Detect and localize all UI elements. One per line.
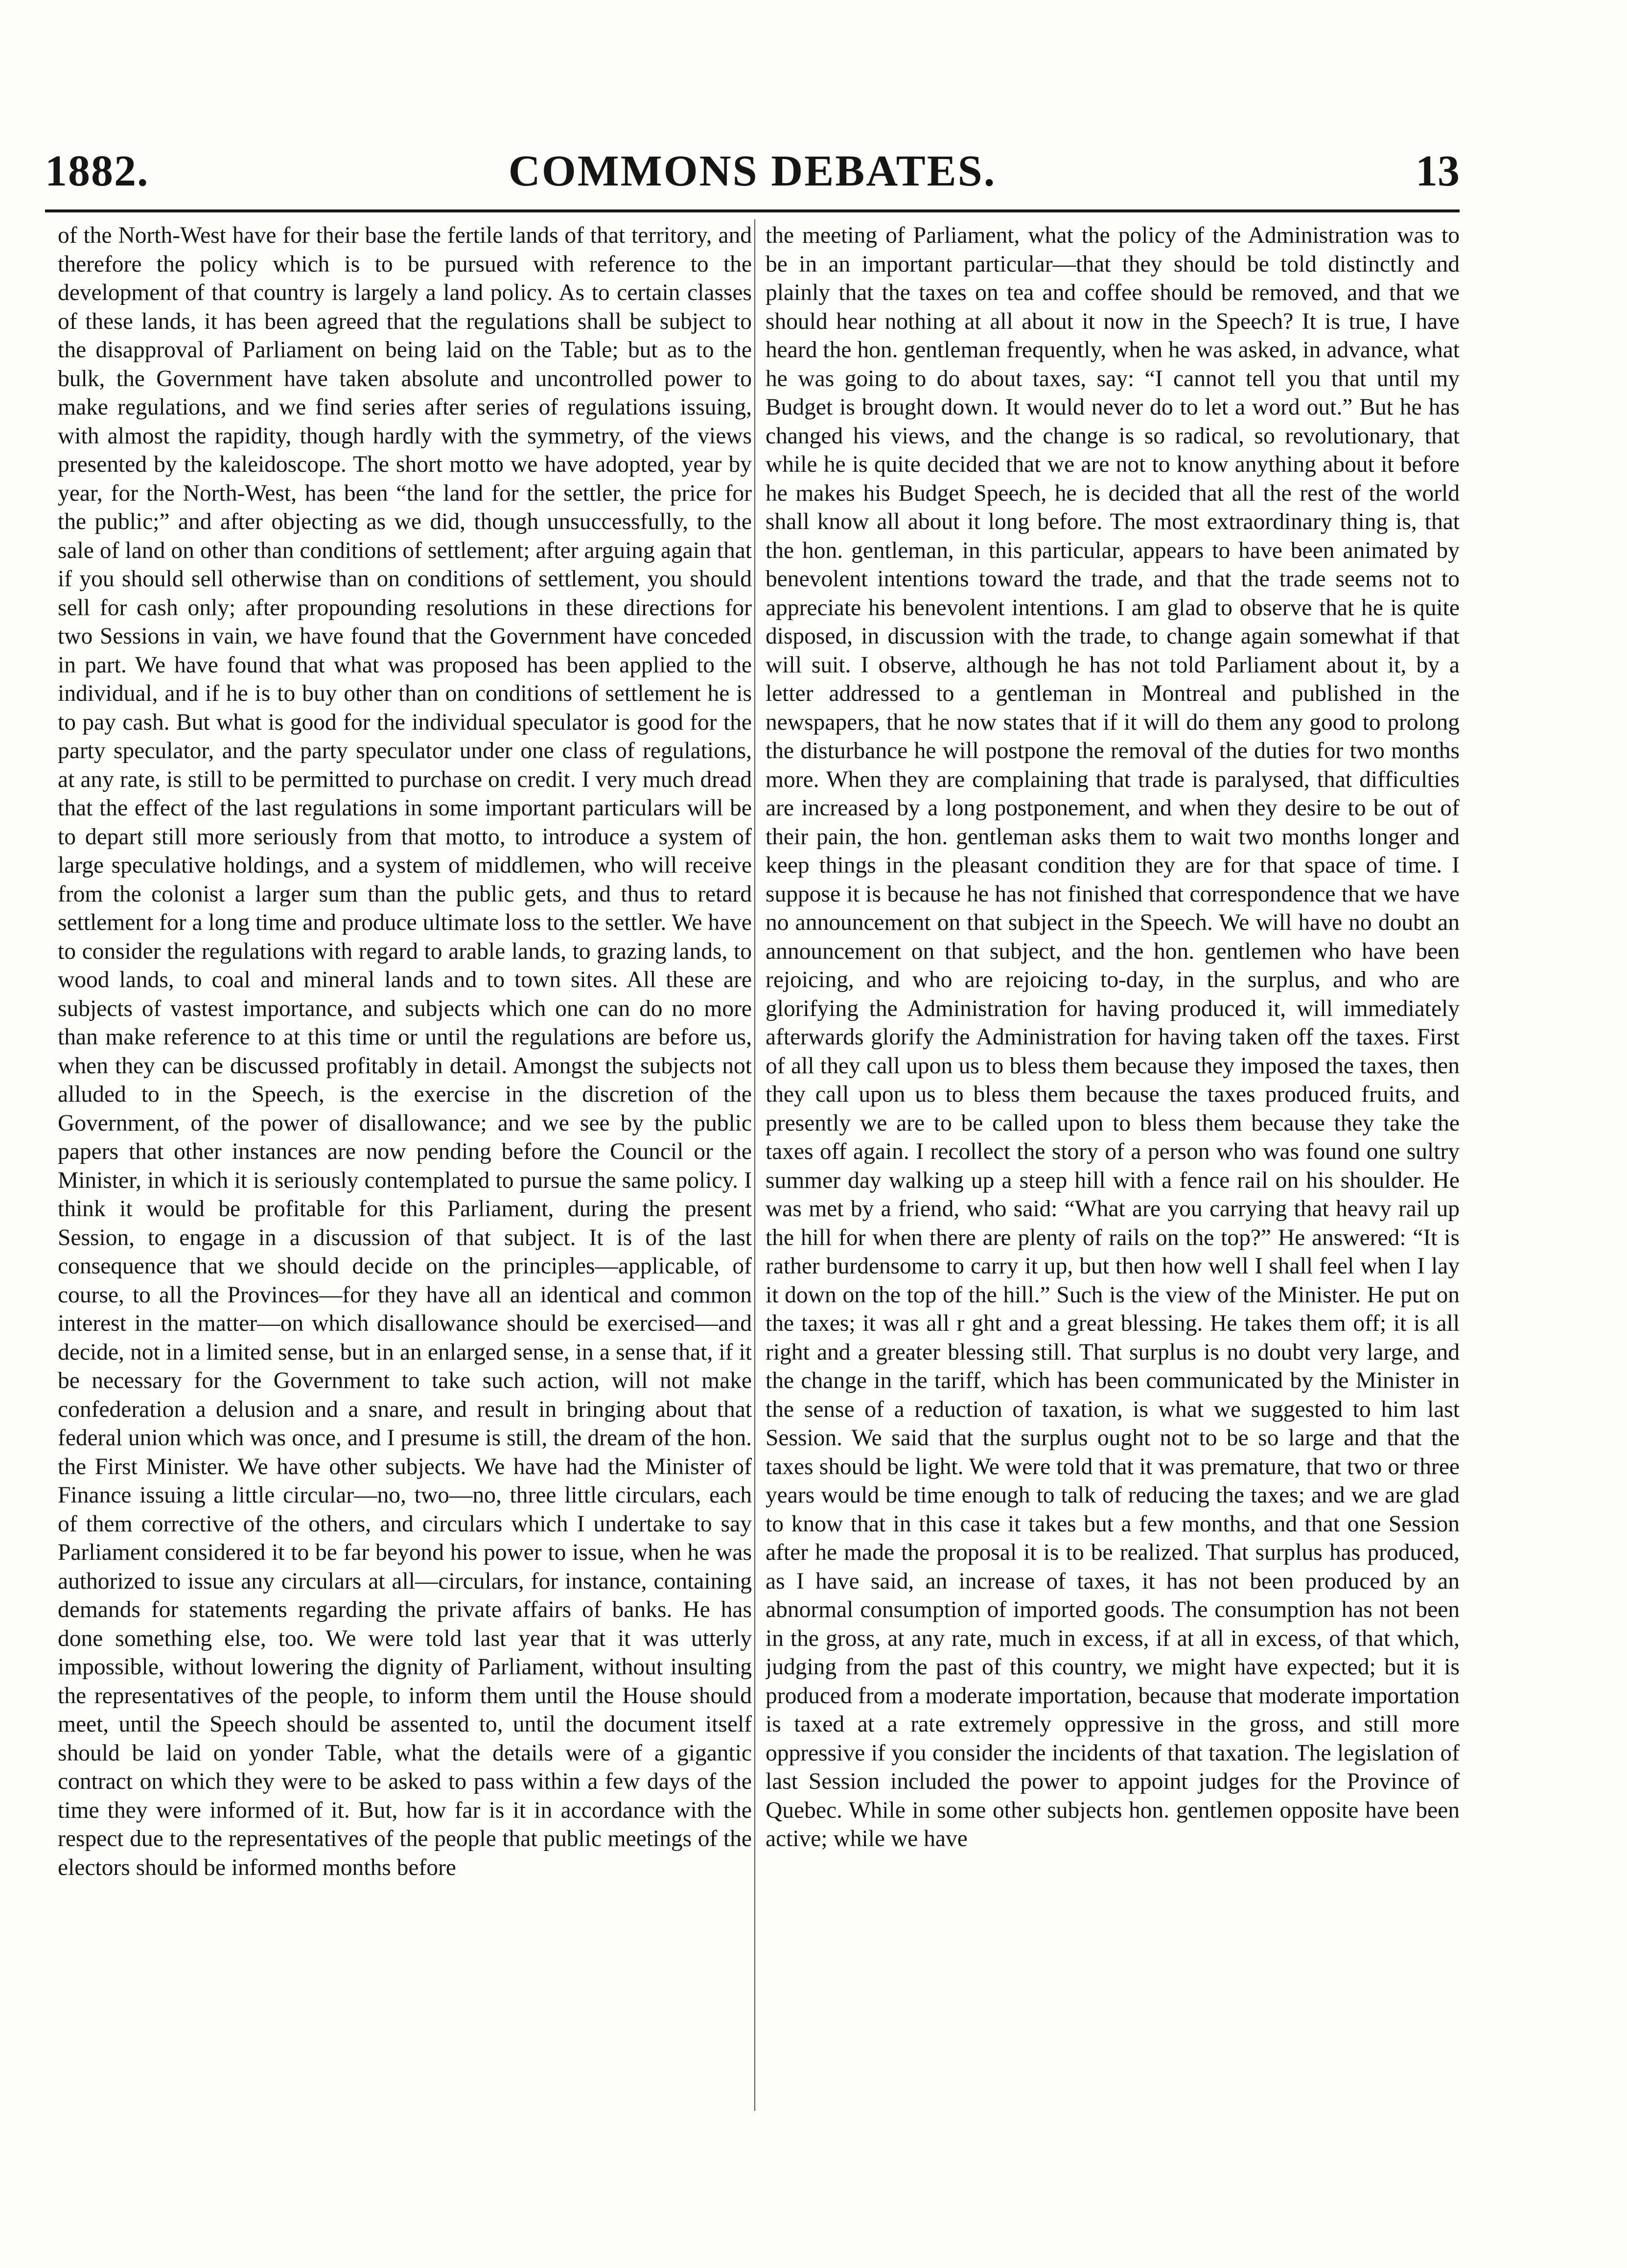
page-number: 13 [1416, 147, 1460, 195]
text-column-left: of the North-West have for their base the fertile lands of that territory, and therefore the policy which is to be pursued with reference to the development of that country is largely a land policy. As to certain classes of these lands, it has been agreed that the regulations shall be subject to the disapproval of Parliament on being laid on the Table; but as to the bulk, the Government have taken absolute and uncontrolled power to make regulations, and we find series after series of regulations issuing, with almost the rapidity, though hardly with the symmetry, of the views presented by the kaleidoscope. The short motto we have adopted, year by year, for the North-West, has been “the land for the settler, the price for the public;” and after objecting as we did, though unsuccessfully, to the sale of land on other than conditions of settlement; after arguing again that if you should sell otherwise than on conditions of settlement, you should sell for cash only; after propounding resolutions in these directions for two Sessions in vain, we have found that the Government have conceded in part. We have found that what was proposed has been applied to the individual, and if he is to buy other than on conditions of settlement he is to pay cash. But what is good for the individual speculator is good for the party speculator, and the party speculator under one class of regulations, at any rate, is still to be permitted to purchase on credit. I very much dread that the effect of the last regulations in some important particulars will be to depart still more seriously from that motto, to introduce a system of large speculative holdings, and a system of middlemen, who will receive from the colonist a larger sum than the public gets, and thus to retard settlement for a long time and produce ultimate loss to the settler. We have to consider the regulations with regard to arable lands, to grazing lands, to wood lands, to coal and mineral lands and to town sites. All these are subjects of vastest importance, and subjects which one can do no more than make reference to at this time or until the regulations are before us, when they can be discussed profitably in detail. Amongst the subjects not alluded to in the Speech, is the exercise in the discretion of the Government, of the power of disallowance; and we see by the public papers that other instances are now pending before the Council or the Minister, in which it is seriously contemplated to pursue the same policy. I think it would be profitable for this Parliament, during the present Session, to engage in a discussion of that subject. It is of the last consequence that we should decide on the principles—applicable, of course, to all the Provinces—for they have all an identical and common interest in the matter—on which disallowance should be exercised—and decide, not in a limited sense, but in an enlarged sense, in a sense that, if it be necessary for the Government to take such action, will not make confederation a delusion and a snare, and result in bringing about that federal union which was once, and I presume is still, the dream of the hon. the First Minister. We have other subjects. We have had the Minister of Finance issuing a little circular—no, two—no, three little circulars, each of them corrective of the others, and circulars which I undertake to say Parliament considered it to be far beyond his power to issue, when he was authorized to issue any circulars at all—circulars, for instance, containing demands for statements regarding the private affairs of banks. He has done something else, too. We were told last year that it was utterly impossible, without lowering the dignity of Parliament, without insulting the representatives of the people, to inform them until the House should meet, until the Speech should be assented to, until the document itself should be laid on yonder Table, what the details were of a gigantic contract on which they were to be asked to pass within a few days of the time they were informed of it. But, how far is it in accordance with the respect due to the representatives of the people that public meetings of the electors should be informed months before [58, 223, 752, 1880]
header-year: 1882. [45, 147, 149, 195]
page-header [45, 147, 1460, 201]
header-rule [45, 209, 1460, 212]
column-divider [754, 219, 755, 2111]
text-column-right: the meeting of Parliament, what the policy of the Administration was to be in an important particular—that they should be told distinctly and plainly that the taxes on tea and coffee should be removed, and that we should hear nothing at all about it now in the Speech? It is true, I have heard the hon. gentleman frequently, when he was asked, in advance, what he was going to do about taxes, say: “I cannot tell you that until my Budget is brought down. It would never do to let a word out.” But he has changed his views, and the change is so radical, so revolutionary, that while he is quite decided that we are not to know anything about it before he makes his Budget Speech, he is decided that all the rest of the world shall know all about it long before. The most extraordinary thing is, that the hon. gentleman, in this particular, appears to have been animated by benevolent intentions toward the trade, and that the trade seems not to appreciate his benevolent intentions. I am glad to observe that he is quite disposed, in discussion with the trade, to change again somewhat if that will suit. I observe, although he has not told Parliament about it, by a letter addressed to a gentleman in Montreal and published in the newspapers, that he now states that if it will do them any good to prolong the disturbance he will postpone the removal of the duties for two months more. When they are complaining that trade is paralysed, that difficulties are increased by a long postponement, and when they desire to be out of their pain, the hon. gentleman asks them to wait two months longer and keep things in the pleasant condition they are for that space of time. I suppose it is because he has not finished that correspondence that we have no announcement on that subject in the Speech. We will have no doubt an announcement on that subject, and the hon. gentlemen who have been rejoicing, and who are rejoicing to-day, in the surplus, and who are glorifying the Administration for having produced it, will immediately afterwards glorify the Administration for having taken off the taxes. First of all they call upon us to bless them because they imposed the taxes, then they call upon us to bless them because the taxes produced fruits, and presently we are to be called upon to bless them because they take the taxes off again. I recollect the story of a person who was found one sultry summer day walking up a steep hill with a fence rail on his shoulder. He was met by a friend, who said: “What are you carrying that heavy rail up the hill for when there are plenty of rails on the top?” He answered: “It is rather burdensome to carry it up, but then how well I shall feel when I lay it down on the top of the hill.” Such is the view of the Minister. He put on the taxes; it was all r ght and a great blessing. He takes them off; it is all right and a greater blessing still. That surplus is no doubt very large, and the change in the tariff, which has been communicated by the Minister in the sense of a reduction of taxation, is what we suggested to him last Session. We said that the surplus ought not to be so large and that the taxes should be light. We were told that it was premature, that two or three years would be time enough to talk of reducing the taxes; and we are glad to know that in this case it takes but a few months, and that one Session after he made the proposal it is to be realized. That surplus has produced, as I have said, an increase of taxes, it has not been produced by an abnormal consumption of imported goods. The consumption has not been in the gross, at any rate, much in excess, if at all in excess, of that which, judging from the past of this country, we might have expected; but it is produced from a moderate importation, because that moderate importation is taxed at a rate extremely oppressive in the gross, and still more oppressive if you consider the incidents of that taxation. The legislation of last Session included the power to appoint judges for the Province of Quebec. While in some other subjects hon. gentlemen opposite have been active; while we have [766, 223, 1460, 1851]
header-title: COMMONS DEBATES. [508, 147, 997, 195]
